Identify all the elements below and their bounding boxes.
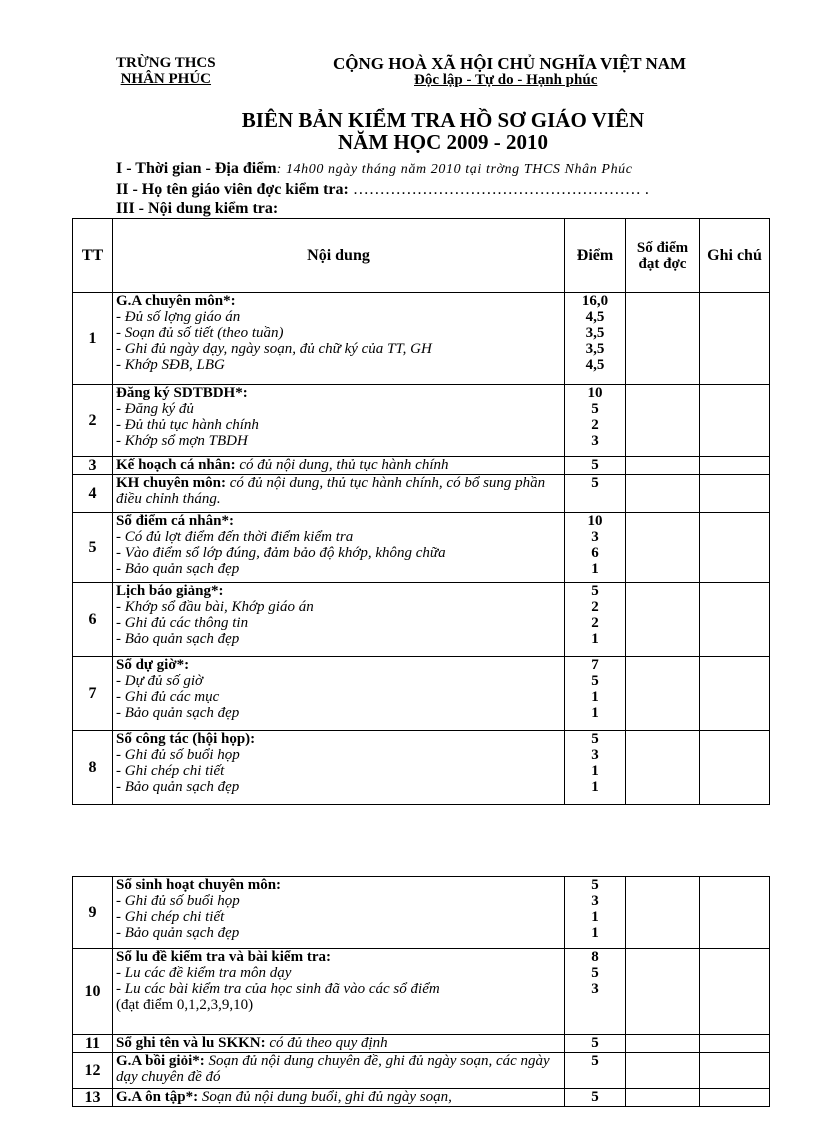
point-value: 6 <box>591 545 599 561</box>
criterion-line: - Ghi đủ ngày dạy, ngày soạn, đủ chữ ký của TT, GH <box>116 341 432 357</box>
row-content <box>113 457 565 475</box>
national-motto: Độc lập - Tự do - Hạnh phúc <box>414 72 598 88</box>
item-heading-detail: Soạn đủ nội dung buổi, ghi đủ ngày soạn, <box>198 1089 452 1105</box>
point-value: 2 <box>591 615 599 631</box>
row-content <box>113 1035 565 1053</box>
score-cell[interactable] <box>626 475 700 513</box>
school-year: NĂM HỌC 2009 - 2010 <box>338 130 548 154</box>
point-value: 1 <box>591 689 599 705</box>
point-value: 5 <box>591 475 599 491</box>
criterion-line: - Ghi đủ các thông tin <box>116 615 249 631</box>
row-points <box>565 293 626 385</box>
score-cell[interactable] <box>626 1089 700 1107</box>
row-points <box>565 877 626 949</box>
item-heading-detail: Soạn đủ nội dung chuyên đề, ghi đủ ngày soạn, các ngày dạy chuyên đề đó <box>116 1053 550 1085</box>
criterion-line: - Ghi đủ số buổi họp <box>116 747 240 763</box>
criterion-line: - Khớp sổ mợn TBDH <box>116 433 248 449</box>
note-cell[interactable] <box>700 385 770 457</box>
table-row <box>73 657 770 731</box>
table-row <box>73 513 770 583</box>
item-heading-detail: có đủ theo quy định <box>265 1035 388 1051</box>
row-points <box>565 385 626 457</box>
criterion-line: - Ghi đủ các mục <box>116 689 220 705</box>
point-value: 1 <box>591 763 599 779</box>
item-heading <box>116 1089 561 1105</box>
item-heading <box>116 949 561 965</box>
row-points <box>565 1053 626 1089</box>
criterion-line: - Ghi chép chi tiết <box>116 763 225 779</box>
point-value: 5 <box>591 583 599 599</box>
row-content <box>113 1089 565 1107</box>
row-points <box>565 1089 626 1107</box>
note-cell[interactable] <box>700 457 770 475</box>
row-number: 12 <box>73 1053 113 1089</box>
teacher-line <box>116 181 649 199</box>
point-value: 1 <box>591 779 599 795</box>
point-value: 1 <box>591 561 599 577</box>
point-value: 5 <box>591 1053 599 1069</box>
note-cell[interactable] <box>700 513 770 583</box>
criterion-line: - Lu các bài kiểm tra của học sinh đã vào các sổ điểm <box>116 981 440 997</box>
teacher-value: ……………………………………………… . <box>348 181 649 198</box>
point-value: 16,0 <box>581 293 609 309</box>
header-note: Ghi chú <box>700 219 770 293</box>
school-line-2: NHÂN PHÚC <box>120 71 212 87</box>
item-heading <box>116 1035 561 1051</box>
criterion-line: - Ghi đủ số buổi họp <box>116 893 240 909</box>
item-heading <box>116 475 561 507</box>
item-heading <box>116 293 561 309</box>
header-content: Nội dung <box>113 219 565 293</box>
row-number: 5 <box>73 513 113 583</box>
point-value: 8 <box>591 949 599 965</box>
score-cell[interactable] <box>626 385 700 457</box>
note-cell[interactable] <box>700 877 770 949</box>
item-heading <box>116 877 561 893</box>
checklist-table-2 <box>72 876 770 1107</box>
row-content <box>113 475 565 513</box>
item-heading-bold: G.A bồi giỏi*: <box>116 1053 205 1069</box>
point-value: 7 <box>591 657 599 673</box>
item-heading-bold: Sổ sinh hoạt chuyên môn: <box>116 877 282 893</box>
point-value: 5 <box>591 673 599 689</box>
row-content <box>113 657 565 731</box>
row-points <box>565 731 626 805</box>
criterion-line: - Bảo quản sạch đẹp <box>116 705 240 721</box>
point-value: 2 <box>591 599 599 615</box>
header-tt: TT <box>73 219 113 293</box>
item-heading <box>116 1053 561 1085</box>
point-value: 1 <box>591 705 599 721</box>
criterion-line: - Ghi chép chi tiết <box>116 909 225 925</box>
row-content <box>113 513 565 583</box>
row-content <box>113 293 565 385</box>
table-row <box>73 583 770 657</box>
note-cell[interactable] <box>700 583 770 657</box>
point-value: 3,5 <box>585 341 605 357</box>
score-cell[interactable] <box>626 1035 700 1053</box>
item-heading <box>116 731 561 747</box>
point-value: 5 <box>591 965 599 981</box>
criterion-line: - Bảo quản sạch đẹp <box>116 925 240 941</box>
item-heading-bold: Lịch báo giảng*: <box>116 583 224 599</box>
item-heading-bold: Kế hoạch cá nhân: <box>116 457 236 473</box>
table-row <box>73 293 770 385</box>
row-content <box>113 731 565 805</box>
table-row <box>73 877 770 949</box>
row-content <box>113 583 565 657</box>
item-heading <box>116 457 561 473</box>
score-cell[interactable] <box>626 457 700 475</box>
item-heading-detail: có đủ nội dung, thủ tục hành chính, có bổ sung phần điều chỉnh tháng. <box>116 475 546 507</box>
content-label: III - Nội dung kiểm tra: <box>116 200 279 217</box>
row-content <box>113 877 565 949</box>
teacher-label: II - Họ tên giáo viên đợc kiểm tra: <box>116 181 349 198</box>
table-row <box>73 475 770 513</box>
point-value: 10 <box>587 513 603 529</box>
score-cell[interactable] <box>626 949 700 1035</box>
criterion-line: - Vào điểm sổ lớp đúng, đảm bảo độ khớp, không chữa <box>116 545 446 561</box>
point-value: 5 <box>591 1035 599 1051</box>
country-name: CỘNG HOÀ XÃ HỘI CHỦ NGHĨA VIỆT NAM <box>333 54 687 73</box>
point-value: 4,5 <box>585 309 605 325</box>
row-number: 3 <box>73 457 113 475</box>
row-content <box>113 1053 565 1089</box>
school-name <box>116 55 216 87</box>
point-value: 5 <box>591 457 599 473</box>
point-value: 5 <box>591 1089 599 1105</box>
row-number: 11 <box>73 1035 113 1053</box>
row-points <box>565 657 626 731</box>
point-value: 1 <box>591 631 599 647</box>
item-heading <box>116 513 561 529</box>
item-heading-bold: G.A ôn tập*: <box>116 1089 199 1105</box>
row-points <box>565 513 626 583</box>
item-heading-detail: có đủ nội dung, thủ tục hành chính <box>235 457 449 473</box>
criterion-line: - Khớp sổ đầu bài, Khớp giáo án <box>116 599 314 615</box>
criterion-line: - Soạn đủ số tiết (theo tuần) <box>116 325 284 341</box>
point-value: 3 <box>591 747 599 763</box>
row-points <box>565 949 626 1035</box>
row-number: 13 <box>73 1089 113 1107</box>
point-value: 5 <box>591 401 599 417</box>
row-number: 4 <box>73 475 113 513</box>
score-cell[interactable] <box>626 583 700 657</box>
criterion-line: - Bảo quản sạch đẹp <box>116 561 240 577</box>
row-number: 6 <box>73 583 113 657</box>
criterion-line: - Bảo quản sạch đẹp <box>116 631 240 647</box>
score-cell[interactable] <box>626 513 700 583</box>
point-value: 3,5 <box>585 325 605 341</box>
note-cell[interactable] <box>700 1089 770 1107</box>
note-cell[interactable] <box>700 657 770 731</box>
point-value: 3 <box>591 893 599 909</box>
row-number: 1 <box>73 293 113 385</box>
checklist-table-1 <box>72 218 770 805</box>
item-heading <box>116 583 561 599</box>
table-row <box>73 731 770 805</box>
note-cell[interactable] <box>700 949 770 1035</box>
criterion-line: - Đủ số lợng giáo án <box>116 309 241 325</box>
table-header-row <box>73 219 770 293</box>
item-heading-bold: Sổ điểm cá nhân*: <box>116 513 234 529</box>
row-number: 9 <box>73 877 113 949</box>
school-line-1: TRỪNG THCS <box>116 55 216 71</box>
time-place-line <box>116 160 633 178</box>
note-cell[interactable] <box>700 475 770 513</box>
header-points: Điểm <box>565 219 626 293</box>
row-number: 10 <box>73 949 113 1035</box>
point-value: 3 <box>591 529 599 545</box>
document-title: BIÊN BẢN KIỂM TRA HỒ SƠ GIÁO VIÊN <box>241 108 645 132</box>
point-value: 3 <box>591 981 599 997</box>
item-heading <box>116 385 561 401</box>
item-heading-bold: Sổ công tác (hội họp): <box>116 731 256 747</box>
row-number: 7 <box>73 657 113 731</box>
row-points <box>565 583 626 657</box>
criterion-line: - Đủ thủ tục hành chính <box>116 417 259 433</box>
item-heading-bold: Sổ ghi tên và lu SKKN: <box>116 1035 266 1051</box>
criterion-line: - Bảo quản sạch đẹp <box>116 779 240 795</box>
score-cell[interactable] <box>626 877 700 949</box>
item-heading-bold: G.A chuyên môn*: <box>116 293 236 309</box>
criterion-line: - Dự đủ số giờ <box>116 673 204 689</box>
row-number: 8 <box>73 731 113 805</box>
item-heading-bold: Sổ dự giờ*: <box>116 657 190 673</box>
time-place-value: : 14h00 ngày tháng năm 2010 tại trờng THCS Nhân Phúc <box>276 162 633 177</box>
point-value: 5 <box>591 731 599 747</box>
header-score: Số điểm đạt đợc <box>626 219 700 293</box>
row-number: 2 <box>73 385 113 457</box>
point-value: 4,5 <box>585 357 605 373</box>
point-value: 5 <box>591 877 599 893</box>
item-heading <box>116 657 561 673</box>
score-cell[interactable] <box>626 293 700 385</box>
criterion-line: - Khớp SĐB, LBG <box>116 357 225 373</box>
score-cell[interactable] <box>626 1053 700 1089</box>
note-cell[interactable] <box>700 1035 770 1053</box>
row-points <box>565 457 626 475</box>
table-row <box>73 1089 770 1107</box>
table-row <box>73 385 770 457</box>
time-place-label: I - Thời gian - Địa điểm <box>116 160 277 177</box>
criterion-line: - Có đủ lợt điểm đến thời điểm kiểm tra <box>116 529 354 545</box>
item-heading-bold: Sổ lu đề kiểm tra và bài kiểm tra: <box>116 949 331 965</box>
score-cell[interactable] <box>626 657 700 731</box>
note-cell[interactable] <box>700 731 770 805</box>
row-content <box>113 949 565 1035</box>
table-row <box>73 1035 770 1053</box>
table-row <box>73 949 770 1035</box>
score-cell[interactable] <box>626 731 700 805</box>
point-value: 3 <box>591 433 599 449</box>
criterion-line: - Lu các đề kiểm tra môn dạy <box>116 965 292 981</box>
row-content <box>113 385 565 457</box>
point-value: 10 <box>587 385 603 401</box>
point-value: 1 <box>591 925 599 941</box>
item-heading-bold: Đăng ký SDTBDH*: <box>116 385 248 401</box>
row-points <box>565 475 626 513</box>
item-heading-bold: KH chuyên môn: <box>116 475 227 491</box>
table-row <box>73 457 770 475</box>
criterion-line: - Đăng ký đủ <box>116 401 194 417</box>
point-value: 2 <box>591 417 599 433</box>
note-cell[interactable] <box>700 293 770 385</box>
table-row <box>73 1053 770 1089</box>
point-value: 1 <box>591 909 599 925</box>
row-points <box>565 1035 626 1053</box>
note-cell[interactable] <box>700 1053 770 1089</box>
criterion-note: (đạt điểm 0,1,2,3,9,10) <box>116 997 254 1013</box>
